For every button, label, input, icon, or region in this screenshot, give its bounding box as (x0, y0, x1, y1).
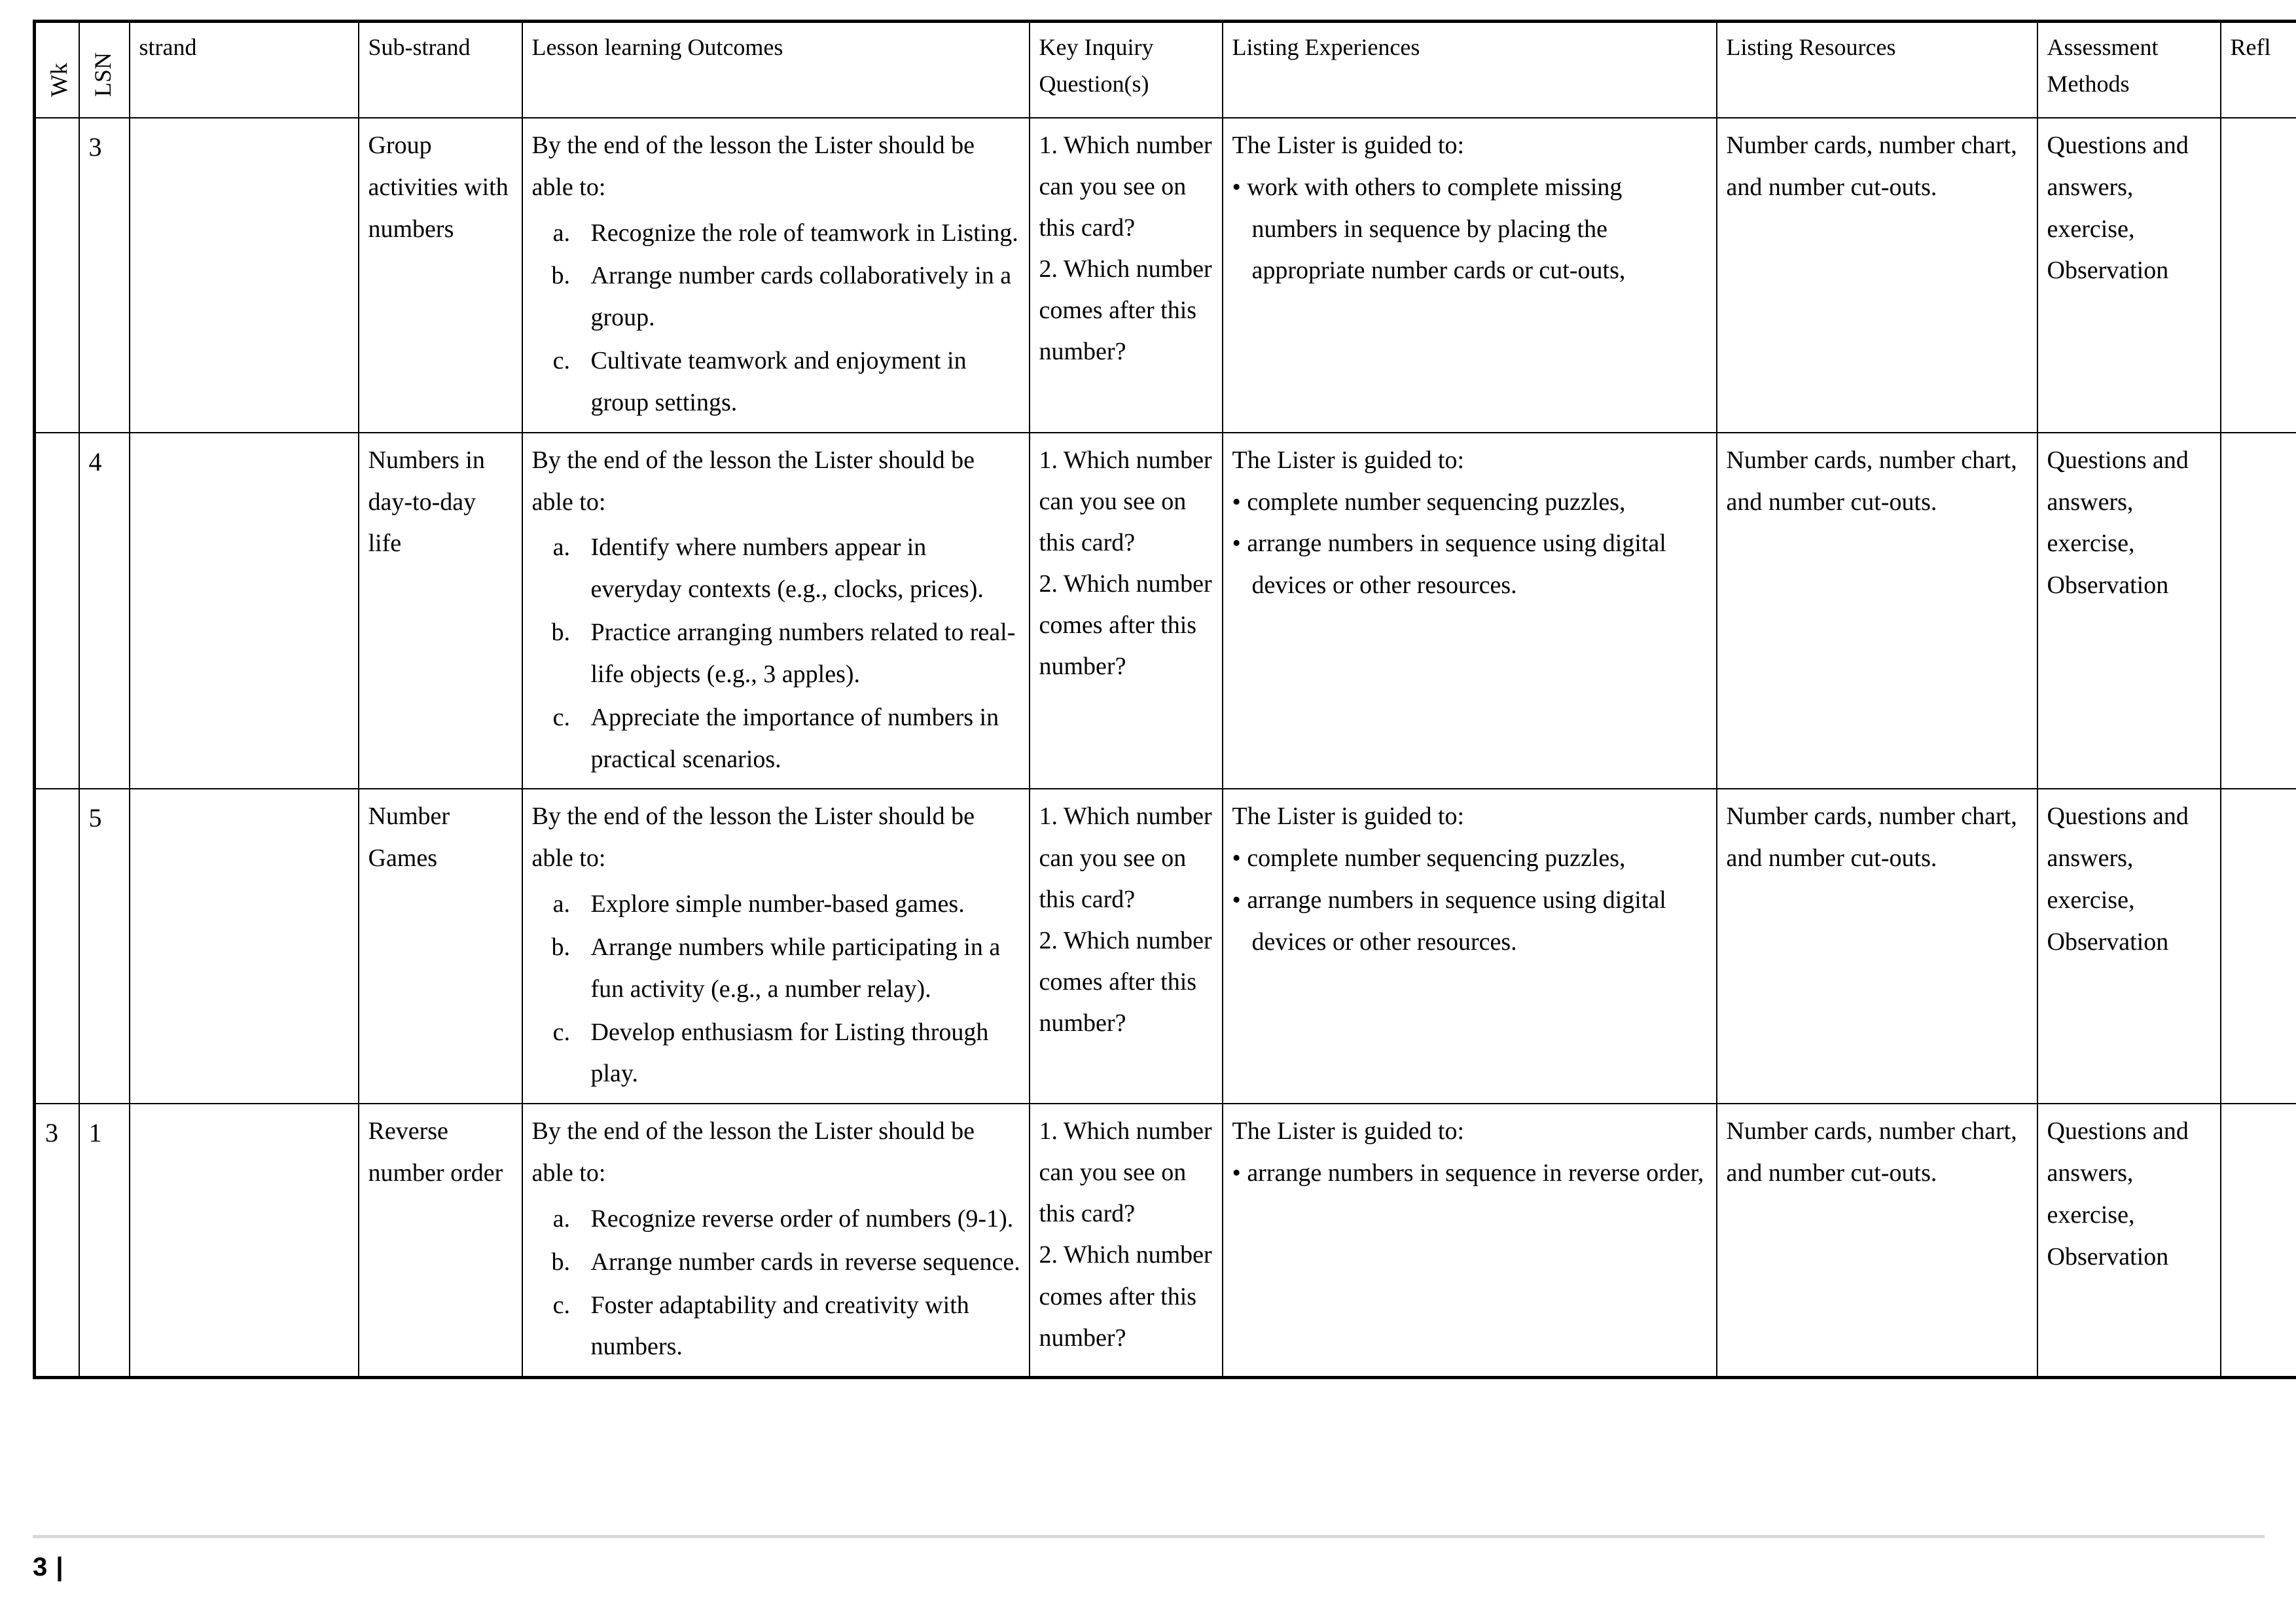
cell-reflection (2221, 433, 2296, 789)
outcome-item: b. Arrange number cards collaboratively in a group. (577, 255, 1021, 339)
page-footer (33, 1535, 2265, 1582)
outcome-item: a. Explore simple number-based games. (577, 884, 1021, 926)
outcome-lead: By the end of the lesson the Lister should be able to: (531, 446, 975, 516)
cell-sub-strand: Group activities with numbers (359, 118, 522, 433)
cell-strand (130, 789, 359, 1104)
experience-item: • work with others to complete missing numbers in sequence by placing the appropriate number cards or cut-outs, (1232, 167, 1708, 292)
column-header-week-label: Wk (46, 63, 72, 98)
cell-sub-strand: Numbers in day-to-day life (359, 433, 522, 789)
experience-item: • complete number sequencing puzzles, (1232, 482, 1708, 524)
outcome-list (532, 527, 1021, 780)
cell-lesson: 3 (79, 118, 130, 433)
experience-list (1232, 167, 1708, 292)
table-row (35, 1104, 2296, 1377)
column-header-sub-strand: Sub-strand (359, 22, 522, 118)
cell-key-inquiry (1030, 433, 1223, 789)
outcome-item: a. Recognize the role of teamwork in Listing. (577, 213, 1021, 255)
table-header (35, 22, 2296, 118)
cell-resources: Number cards, number chart, and number cut-outs. (1717, 1104, 2037, 1377)
cell-assessment: Questions and answers, exercise, Observation (2037, 433, 2221, 789)
column-header-resources: Listing Resources (1717, 22, 2037, 118)
cell-strand (130, 118, 359, 433)
cell-key-inquiry (1030, 789, 1223, 1104)
outcome-item: b. Arrange number cards in reverse sequence. (577, 1242, 1021, 1284)
experience-lead: The Lister is guided to: (1232, 132, 1465, 159)
key-inquiry-question: 2. Which number comes after this number? (1039, 570, 1212, 681)
outcome-item: a. Identify where numbers appear in everyday contexts (e.g., clocks, prices). (577, 527, 1021, 611)
cell-resources: Number cards, number chart, and number cut-outs. (1717, 433, 2037, 789)
outcome-lead: By the end of the lesson the Lister should be able to: (531, 132, 975, 201)
column-header-key-inquiry: Key Inquiry Question(s) (1030, 22, 1223, 118)
outcome-list (532, 1199, 1021, 1368)
scheme-of-work-table (33, 20, 2296, 1379)
key-inquiry-question: 1. Which number can you see on this card? (1039, 132, 1212, 242)
column-header-strand: strand (130, 22, 359, 118)
cell-reflection (2221, 1104, 2296, 1377)
key-inquiry-question: 1. Which number can you see on this card? (1039, 446, 1212, 556)
experience-item: • complete number sequencing puzzles, (1232, 838, 1708, 880)
cell-reflection (2221, 789, 2296, 1104)
cell-week (35, 118, 79, 433)
cell-week: 3 (35, 1104, 79, 1377)
cell-experiences (1223, 433, 1717, 789)
cell-resources: Number cards, number chart, and number cut-outs. (1717, 789, 2037, 1104)
column-header-reflection: Refl (2221, 22, 2296, 118)
outcome-item: c. Appreciate the importance of numbers in practical scenarios. (577, 697, 1021, 781)
outcome-item: c. Develop enthusiasm for Listing through play. (577, 1012, 1021, 1096)
experience-list (1232, 838, 1708, 963)
cell-experiences (1223, 118, 1717, 433)
table-row (35, 433, 2296, 789)
key-inquiry-question: 2. Which number comes after this number? (1039, 1241, 1212, 1352)
column-header-outcomes: Lesson learning Outcomes (522, 22, 1030, 118)
experience-lead: The Lister is guided to: (1232, 803, 1465, 831)
key-inquiry-question: 2. Which number comes after this number? (1039, 926, 1212, 1037)
cell-outcomes (522, 118, 1030, 433)
table-row (35, 118, 2296, 433)
cell-outcomes (522, 789, 1030, 1104)
experience-lead: The Lister is guided to: (1232, 1117, 1465, 1146)
cell-experiences (1223, 1104, 1717, 1377)
cell-week (35, 789, 79, 1104)
experience-item: • arrange numbers in sequence using digital devices or other resources. (1232, 523, 1708, 607)
cell-lesson: 1 (79, 1104, 130, 1377)
column-header-assessment: Assessment Methods (2037, 22, 2221, 118)
header-row (35, 22, 2296, 118)
cell-key-inquiry (1030, 1104, 1223, 1377)
cell-assessment: Questions and answers, exercise, Observation (2037, 118, 2221, 433)
cell-lesson: 4 (79, 433, 130, 789)
column-header-experiences: Listing Experiences (1223, 22, 1717, 118)
cell-sub-strand: Number Games (359, 789, 522, 1104)
cell-assessment: Questions and answers, exercise, Observation (2037, 1104, 2221, 1377)
experience-item: • arrange numbers in sequence using digital devices or other resources. (1232, 880, 1708, 964)
cell-week (35, 433, 79, 789)
page-number: 3 | (33, 1553, 64, 1581)
key-inquiry-question: 1. Which number can you see on this card? (1039, 803, 1212, 913)
outcome-item: c. Foster adaptability and creativity with numbers. (577, 1285, 1021, 1369)
column-header-lesson (79, 22, 130, 118)
outcome-item: b. Arrange numbers while participating in a fun activity (e.g., a number relay). (577, 927, 1021, 1011)
experience-item: • arrange numbers in sequence in reverse order, (1232, 1153, 1708, 1195)
cell-lesson: 5 (79, 789, 130, 1104)
outcome-item: c. Cultivate teamwork and enjoyment in group settings. (577, 340, 1021, 424)
cell-outcomes (522, 433, 1030, 789)
cell-outcomes (522, 1104, 1030, 1377)
outcome-list (532, 213, 1021, 424)
cell-strand (130, 1104, 359, 1377)
outcome-item: a. Recognize reverse order of numbers (9-1). (577, 1199, 1021, 1240)
outcome-list (532, 884, 1021, 1095)
cell-reflection (2221, 118, 2296, 433)
experience-list (1232, 482, 1708, 607)
key-inquiry-question: 1. Which number can you see on this card? (1039, 1117, 1212, 1228)
outcome-lead: By the end of the lesson the Lister should be able to: (531, 803, 975, 873)
footer-divider (33, 1535, 2265, 1538)
cell-sub-strand: Reverse number order (359, 1104, 522, 1377)
table-body (35, 118, 2296, 1378)
experience-list (1232, 1153, 1708, 1195)
key-inquiry-question: 2. Which number comes after this number? (1039, 255, 1212, 366)
cell-assessment: Questions and answers, exercise, Observation (2037, 789, 2221, 1104)
cell-resources: Number cards, number chart, and number cut-outs. (1717, 118, 2037, 433)
outcome-lead: By the end of the lesson the Lister should be able to: (531, 1117, 975, 1187)
experience-lead: The Lister is guided to: (1232, 446, 1465, 474)
outcome-item: b. Practice arranging numbers related to real-life objects (e.g., 3 apples). (577, 612, 1021, 696)
column-header-lesson-label: LSN (89, 52, 116, 98)
cell-strand (130, 433, 359, 789)
column-header-week (35, 22, 79, 118)
table-row (35, 789, 2296, 1104)
cell-experiences (1223, 789, 1717, 1104)
cell-key-inquiry (1030, 118, 1223, 433)
